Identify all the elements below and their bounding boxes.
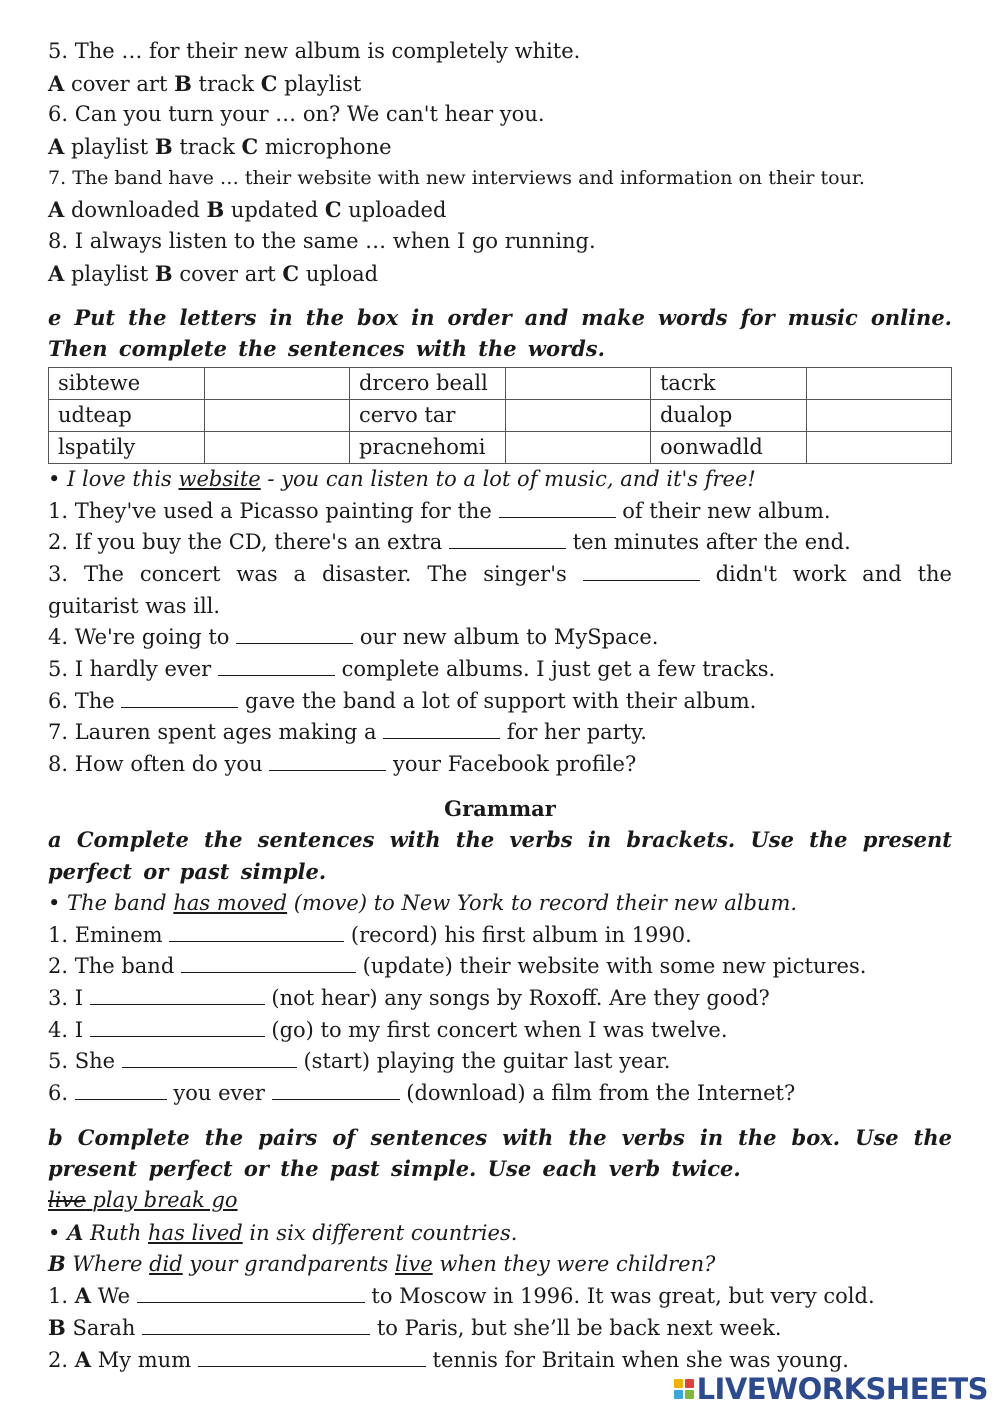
answer-blank[interactable] [181,952,356,973]
question-7: 7. The band have … their website with new interviews and information on their tour. [48,166,865,189]
answer-blank[interactable] [169,921,344,942]
example-e: • I love this website - you can listen to a lot of music, and it's free! [48,466,756,491]
answer-blank[interactable] [583,560,700,581]
sentence-e-8: 8. How often do you your Facebook profile? [48,752,637,777]
anagram-word: udteap [49,399,205,431]
verb-box: live play break go [48,1188,238,1213]
anagram-row [49,431,952,463]
answer-blank[interactable] [122,1047,297,1068]
instruction-e-line1: e Put the letters in the box in order and make words for music online. [48,304,952,330]
answer-blank[interactable] [90,1016,265,1037]
sentence-e-5: 5. I hardly ever complete albums. I just get a few tracks. [48,657,776,682]
answer-cell[interactable] [505,399,650,431]
sentence-gb-1b: B Sarah to Paris, but she’ll be back next week. [48,1314,782,1340]
answer-blank[interactable] [236,623,353,644]
answer-blank[interactable] [198,1346,426,1367]
sentence-ga-5: 5. She (start) playing the guitar last year. [48,1049,671,1074]
instruction-e-line2: Then complete the sentences with the words. [48,336,605,362]
answer-blank[interactable] [269,750,386,771]
instruction-grammar-b-line1: b Complete the pairs of sentences with the verbs in the box. Use the [48,1124,952,1150]
question-5: 5. The … for their new album is completely white. [48,39,581,63]
answer-cell[interactable] [505,431,650,463]
answer-cell[interactable] [806,431,951,463]
sentence-e-2: 2. If you buy the CD, there's an extra ten minutes after the end. [48,530,851,555]
question-6: 6. Can you turn your … on? We can't hear you. [48,102,545,127]
logo-mark-icon [674,1379,694,1399]
sentence-e-6: 6. The gave the band a lot of support with their album. [48,688,757,713]
anagram-word: sibtewe [49,367,205,399]
answer-blank[interactable] [142,1314,370,1335]
example-grammar-b-a: • A Ruth has lived in six different countries. [48,1219,518,1245]
question-8: 8. I always listen to the same … when I go running. [48,229,596,254]
anagram-row [49,367,952,399]
answer-blank[interactable] [449,528,566,549]
anagram-word: dualop [650,399,806,431]
anagram-row [49,399,952,431]
sentence-ga-3: 3. I (not hear) any songs by Roxoff. Are they good? [48,985,770,1010]
sentence-e-7: 7. Lauren spent ages making a for her party. [48,720,647,745]
answer-blank[interactable] [218,655,335,676]
section-heading-grammar: Grammar [444,795,556,821]
anagram-word: pracnehomi [349,431,505,463]
answer-cell[interactable] [204,367,349,399]
anagram-box [48,367,952,464]
sentence-e-3-cont: guitarist was ill. [48,593,221,618]
instruction-grammar-a-line1: a Complete the sentences with the verbs in brackets. Use the present [48,827,952,853]
answer-cell[interactable] [204,399,349,431]
sentence-gb-1a: 1. A We to Moscow in 1996. It was great, but very cold. [48,1283,875,1309]
liveworksheets-logo [674,1372,988,1406]
answer-blank[interactable] [90,984,265,1005]
example-grammar-b-b: B Where did your grandparents live when they were children? [48,1251,716,1277]
answer-cell[interactable] [806,367,951,399]
logo-text: LIVEWORKSHEETS [696,1372,988,1406]
options-5: A cover art B track C playlist [48,70,362,96]
answer-blank[interactable] [383,718,500,739]
answer-blank[interactable] [75,1079,167,1100]
options-7: A downloaded B updated C uploaded [48,197,447,223]
sentence-e-3: 3. The concert was a disaster. The singer's didn't work and the [48,561,952,586]
worksheet-page [48,36,952,1375]
answer-blank[interactable] [137,1282,365,1303]
anagram-word: lspatily [49,431,205,463]
instruction-grammar-a-line2: perfect or past simple. [48,859,327,885]
options-8: A playlist B cover art C upload [48,260,379,286]
sentence-ga-1: 1. Eminem (record) his first album in 1990. [48,922,692,947]
anagram-word: oonwadld [650,431,806,463]
sentence-ga-6: 6. you ever (download) a film from the Internet? [48,1081,796,1105]
anagram-word: drcero beall [349,367,505,399]
answer-blank[interactable] [499,497,616,518]
example-grammar-a: • The band has moved (move) to New York to record their new album. [48,890,798,915]
sentence-gb-2a: 2. A My mum tennis for Britain when she was young. [48,1346,849,1372]
anagram-word: cervo tar [349,399,505,431]
options-6: A playlist B track C microphone [48,134,392,160]
answer-cell[interactable] [204,431,349,463]
sentence-e-1: 1. They've used a Picasso painting for the of their new album. [48,498,831,523]
anagram-word: tacrk [650,367,806,399]
answer-blank[interactable] [121,687,238,708]
sentence-e-4: 4. We're going to our new album to MySpace. [48,625,659,650]
answer-cell[interactable] [505,367,650,399]
instruction-grammar-b-line2: present perfect or the past simple. Use each verb twice. [48,1156,741,1182]
sentence-ga-2: 2. The band (update) their website with some new pictures. [48,954,867,979]
answer-blank[interactable] [272,1079,400,1100]
sentence-ga-4: 4. I (go) to my first concert when I was twelve. [48,1017,728,1042]
answer-cell[interactable] [806,399,951,431]
